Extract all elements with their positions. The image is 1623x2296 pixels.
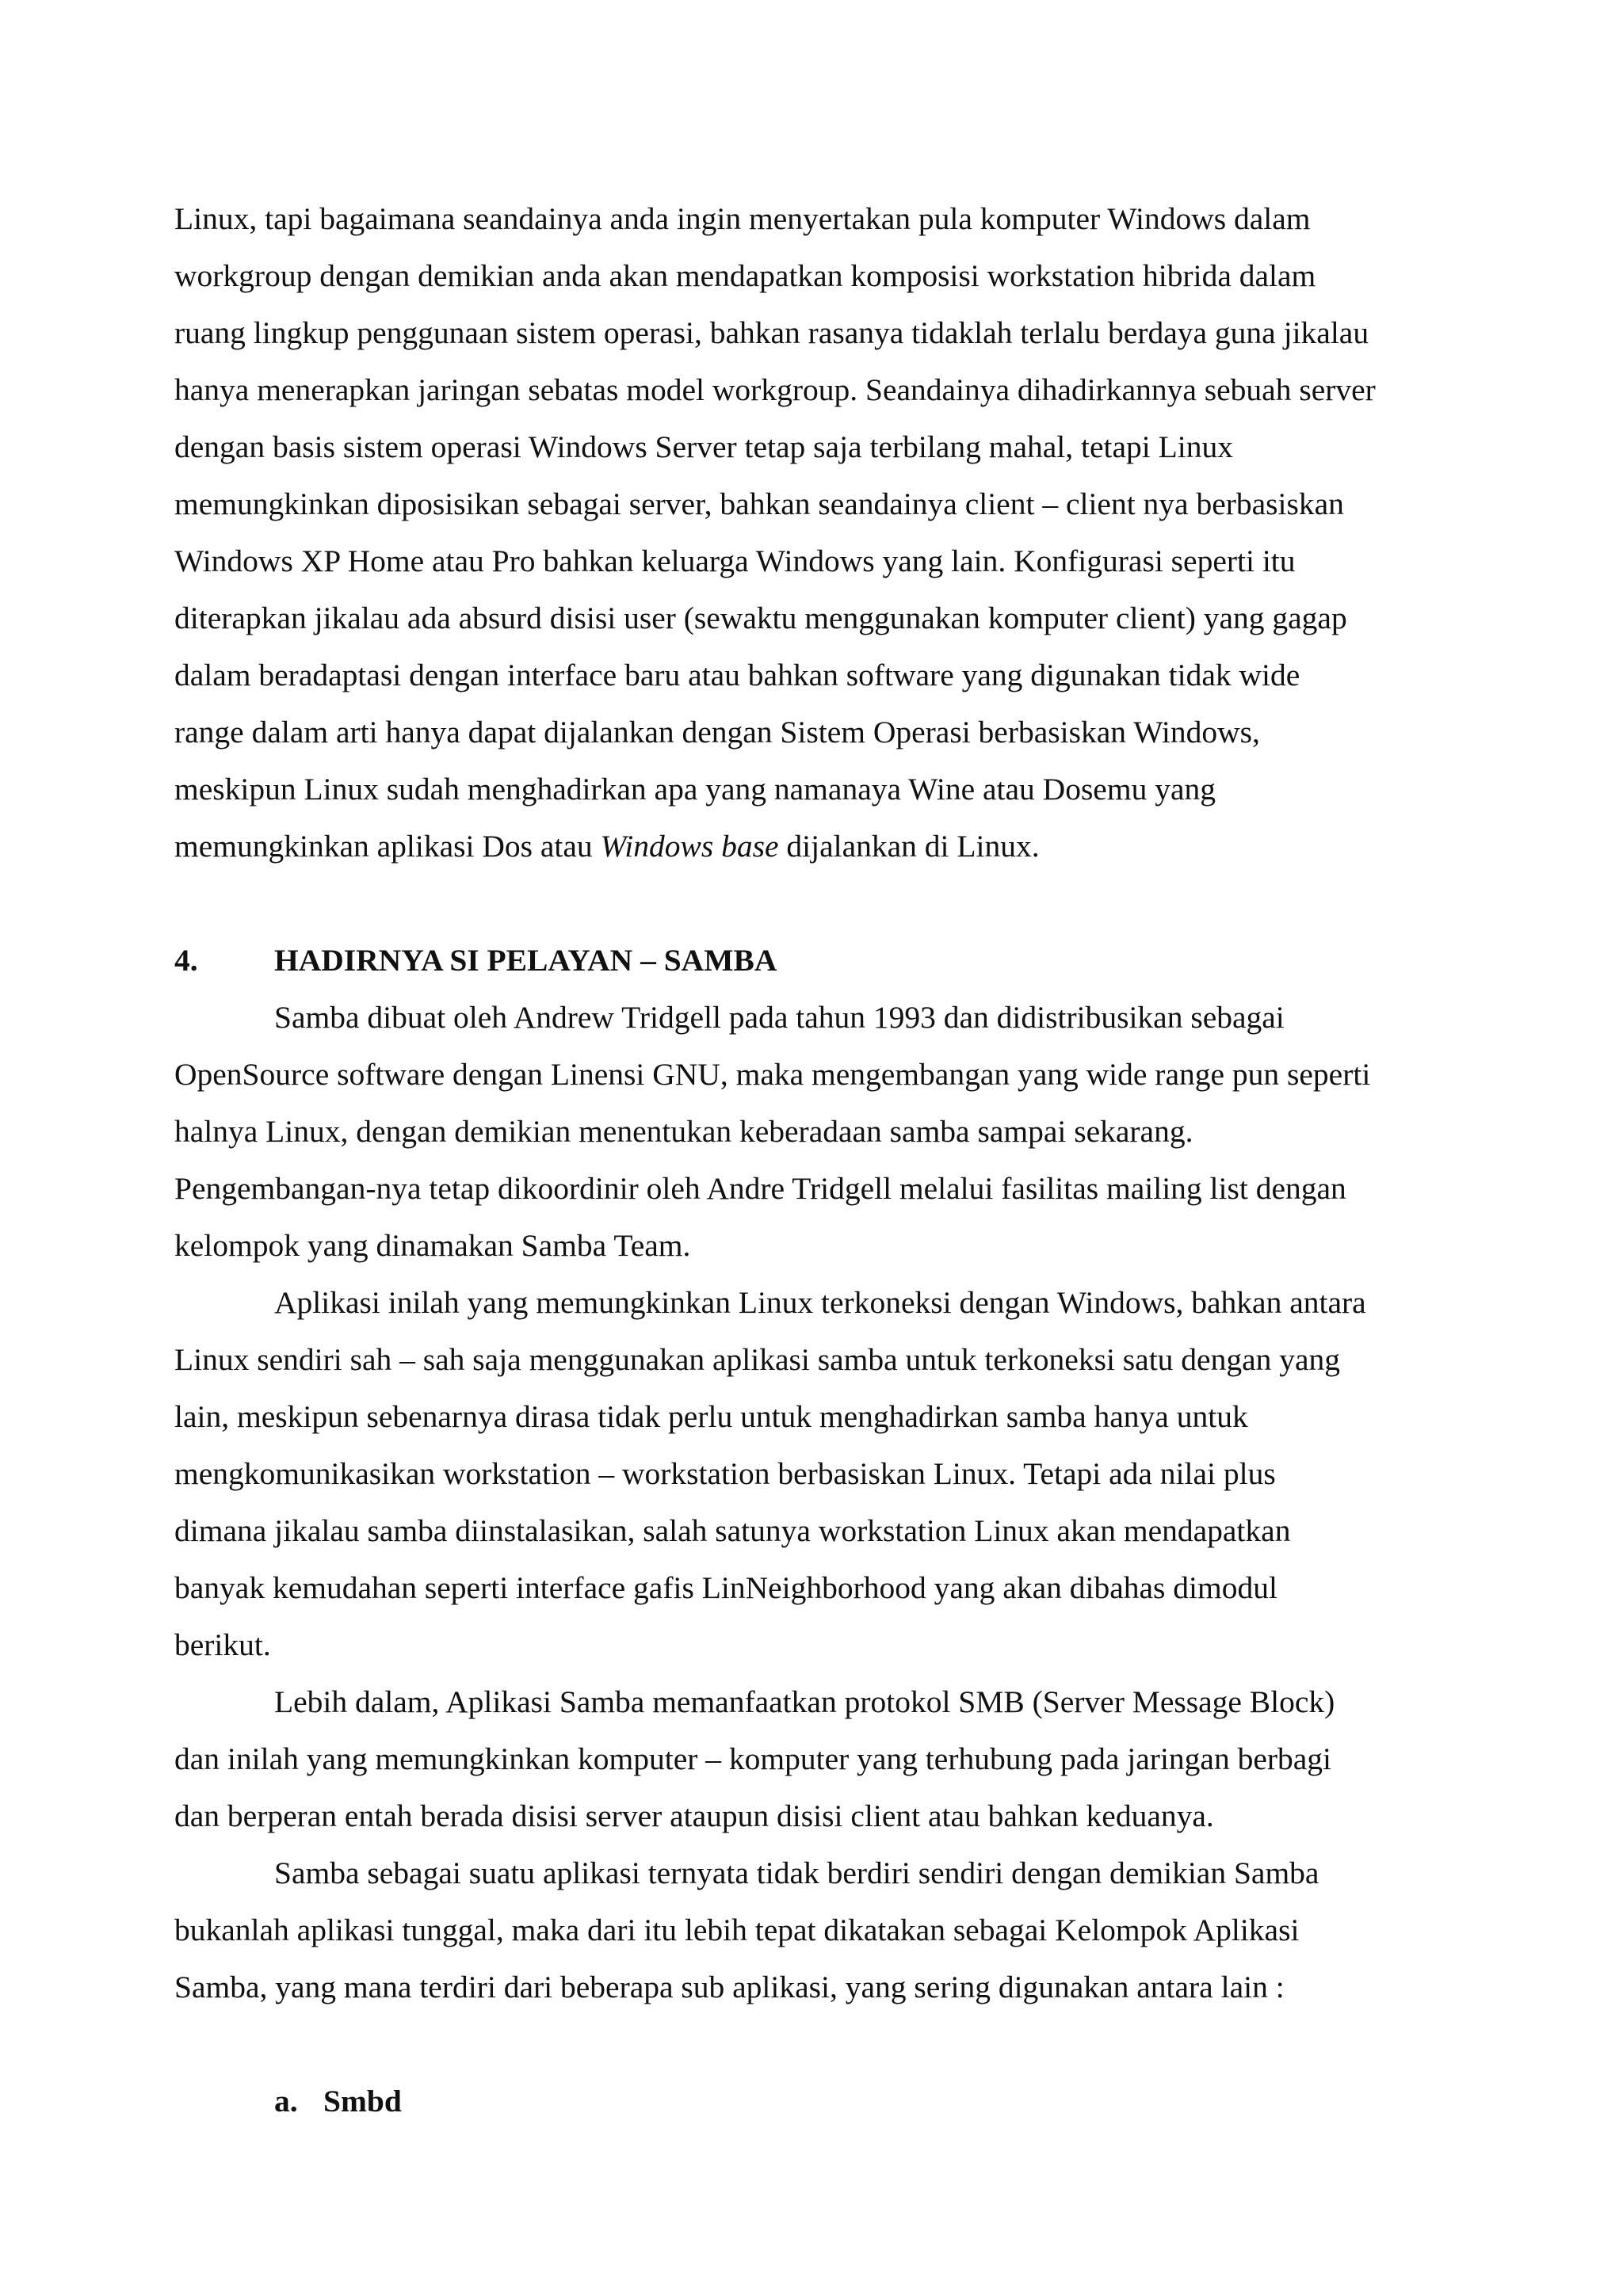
text-line: ruang lingkup penggunaan sistem operasi, bahkan rasanya tidaklah terlalu berdaya guna jikalau	[174, 315, 1369, 350]
subsection-title: Smbd	[323, 2084, 402, 2119]
text-segment: dijalankan di Linux.	[778, 829, 1040, 864]
text-line: dalam beradaptasi dengan interface baru atau bahkan software yang digunakan tidak wide	[174, 658, 1300, 692]
text-line: halnya Linux, dengan demikian menentukan keberadaan samba sampai sekarang.	[174, 1114, 1193, 1149]
text-line: Linux sendiri sah – sah saja menggunakan aplikasi samba untuk terkoneksi satu dengan yang	[174, 1342, 1341, 1377]
italic-term: Windows base	[600, 829, 779, 864]
paragraph-samba-origin	[174, 989, 1442, 1274]
text-line: meskipun Linux sudah menghadirkan apa yang namanaya Wine atau Dosemu yang	[174, 772, 1216, 807]
text-line: mengkomunikasikan workstation – workstation berbasiskan Linux. Tetapi ada nilai plus	[174, 1456, 1276, 1491]
subsection-heading	[174, 2073, 1442, 2130]
text-line: Windows XP Home atau Pro bahkan keluarga Windows yang lain. Konfigurasi seperti itu	[174, 543, 1296, 578]
text-line: OpenSource software dengan Linensi GNU, maka mengembangan yang wide range pun seperti	[174, 1057, 1371, 1092]
intro-paragraph	[174, 190, 1442, 875]
text-line: dan inilah yang memungkinkan komputer – komputer yang terhubung pada jaringan berbagi	[174, 1741, 1332, 1776]
text-line: Samba dibuat oleh Andrew Tridgell pada tahun 1993 dan didistribusikan sebagai	[274, 1000, 1285, 1035]
text-line: Aplikasi inilah yang memungkinkan Linux terkoneksi dengan Windows, bahkan antara	[274, 1285, 1366, 1320]
subsection-letter: a.	[274, 2084, 298, 2119]
text-line: berikut.	[174, 1627, 271, 1662]
text-line: banyak kemudahan seperti interface gafis LinNeighborhood yang akan dibahas dimodul	[174, 1570, 1277, 1605]
text-line: Linux, tapi bagaimana seandainya anda ingin menyertakan pula komputer Windows dalam	[174, 201, 1311, 236]
text-line: dimana jikalau samba diinstalasikan, salah satunya workstation Linux akan mendapatkan	[174, 1513, 1291, 1548]
text-line: dan berperan entah berada disisi server ataupun disisi client atau bahkan keduanya.	[174, 1798, 1214, 1833]
section-heading	[174, 932, 1442, 989]
document-body	[174, 190, 1442, 2130]
text-line: diterapkan jikalau ada absurd disisi user (sewaktu menggunakan komputer client) yang gagap	[174, 601, 1347, 635]
paragraph-samba-suite	[174, 1844, 1442, 2016]
text-line: Samba, yang mana terdiri dari beberapa sub aplikasi, yang sering digunakan antara lain :	[174, 1970, 1285, 2004]
paragraph-samba-usage	[174, 1274, 1442, 1673]
text-line: Samba sebagai suatu aplikasi ternyata tidak berdiri sendiri dengan demikian Samba	[274, 1855, 1319, 1890]
section-number: 4.	[174, 943, 198, 978]
text-line: Pengembangan-nya tetap dikoordinir oleh Andre Tridgell melalui fasilitas mailing list dengan	[174, 1171, 1346, 1206]
text-line: dengan basis sistem operasi Windows Server tetap saja terbilang mahal, tetapi Linux	[174, 429, 1233, 464]
text-segment: memungkinkan aplikasi Dos atau	[174, 829, 601, 864]
text-line: hanya menerapkan jaringan sebatas model workgroup. Seandainya dihadirkannya sebuah server	[174, 372, 1376, 407]
text-line: memungkinkan diposisikan sebagai server, bahkan seandainya client – client nya berbasiskan	[174, 486, 1344, 521]
text-line-with-italic	[174, 818, 1442, 875]
paragraph-smb-protocol	[174, 1673, 1442, 1844]
section-title: HADIRNYA SI PELAYAN – SAMBA	[274, 943, 777, 978]
text-line: workgroup dengan demikian anda akan mendapatkan komposisi workstation hibrida dalam	[174, 258, 1316, 293]
text-line: Lebih dalam, Aplikasi Samba memanfaatkan protokol SMB (Server Message Block)	[274, 1684, 1335, 1719]
text-line: range dalam arti hanya dapat dijalankan dengan Sistem Operasi berbasiskan Windows,	[174, 715, 1260, 749]
text-line: bukanlah aplikasi tunggal, maka dari itu lebih tepat dikatakan sebagai Kelompok Aplikasi	[174, 1913, 1300, 1947]
text-line: kelompok yang dinamakan Samba Team.	[174, 1228, 691, 1263]
text-line: lain, meskipun sebenarnya dirasa tidak perlu untuk menghadirkan samba hanya untuk	[174, 1399, 1248, 1434]
